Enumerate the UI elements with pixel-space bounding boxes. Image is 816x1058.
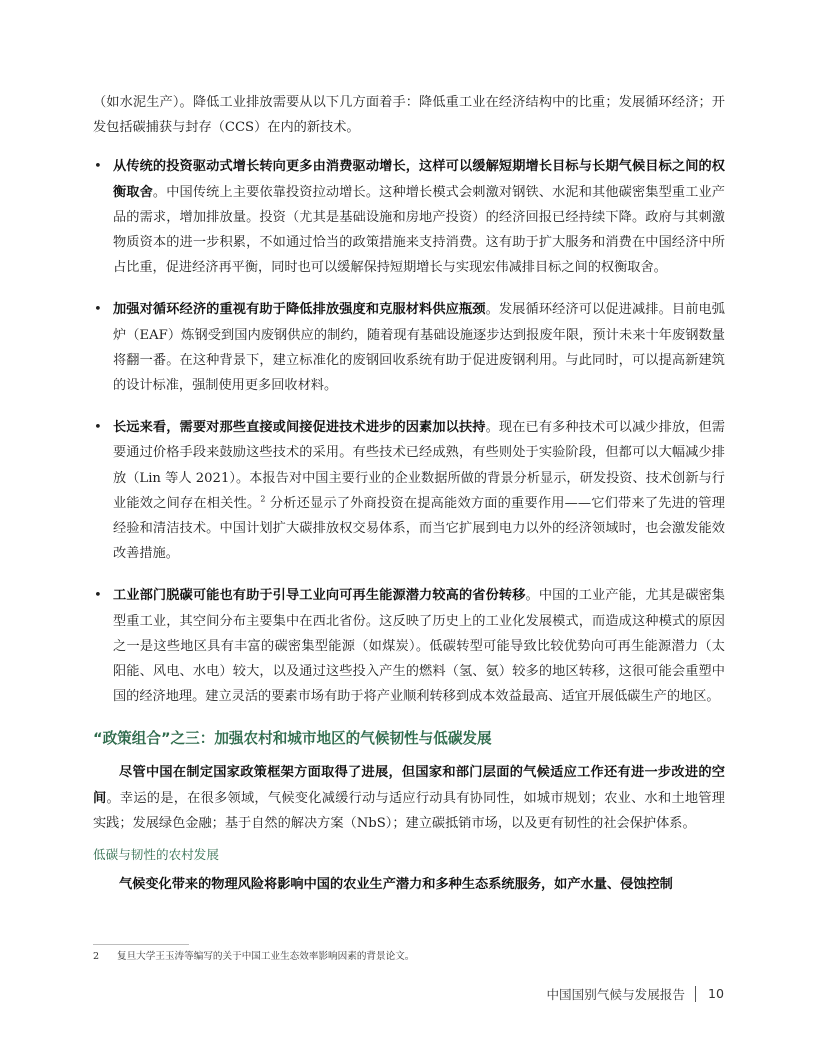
footnote-number: 2	[93, 951, 100, 962]
sub-paragraph	[93, 872, 725, 897]
bullet-lead: 从传统的投资驱动式增长转向更多由消费驱动增长，这样可以缓解短期增长目标与长期气候目标之间的权衡取舍	[113, 159, 725, 200]
bullet-lead: 长远来看，需要对那些直接或间接促进技术进步的因素加以扶持	[113, 420, 486, 436]
section-paragraph	[93, 760, 725, 836]
page-footer	[546, 984, 724, 1003]
footer-divider	[695, 986, 696, 1002]
footnote-marker: 2	[260, 494, 266, 504]
report-title: 中国国别气候与发展报告	[546, 987, 685, 1002]
bullet-icon: •	[94, 588, 102, 604]
bullet-icon: •	[94, 302, 102, 318]
bullet-item-relocation	[93, 583, 725, 709]
bullet-item-consumption	[93, 154, 725, 280]
subheading: 低碳与韧性的农村发展	[93, 847, 219, 863]
footnote	[93, 950, 725, 964]
footnote-divider	[93, 944, 189, 945]
bullet-list	[93, 154, 725, 709]
page-number: 10	[707, 986, 724, 1001]
bullet-text: 。现在已有多种技术可以减少排放，但需要通过价格手段来鼓励这些技术的采用。有些技术已经成熟，有些则处于实验阶段，但都可以大幅减少排放（Lin 等人 2021）。本报告对中国主要行业的企业数据所做的背景分析显示，研发投资、技术创新与行业能效之间存在相关性。	[113, 420, 725, 511]
bullet-text: 。发展循环经济可以促进减排。目前电弧炉（EAF）炼钢受到国内废钢供应的制约，随着现有基础设施逐步达到报废年限，预计未来十年废钢数量将翻一番。在这种背景下，建立标准化的废钢回收系统有助于促进废钢利用。与此同时，可以提高新建筑的设计标准，强制使用更多回收材料。	[113, 302, 725, 394]
bullet-icon: •	[94, 159, 102, 175]
section-paragraph-text: 。幸运的是，在很多领域，气候变化减缓行动与适应行动具有协同性，如城市规划；农业、水和土地管理实践；发展绿色金融；基于自然的解决方案（NbS）；建立碳抵销市场，以及更有韧性的社会保护体系。	[93, 790, 725, 831]
sub-paragraph-lead: 气候变化带来的物理风险将影响中国的农业生产潜力和多种生态系统服务，如产水量、侵蚀控制	[119, 877, 673, 893]
bullet-item-circular-economy	[93, 297, 725, 398]
bullet-text: 。中国的工业产能，尤其是碳密集型重工业，其空间分布主要集中在西北省份。这反映了历史上的工业化发展模式，而造成这种模式的原因之一是这些地区具有丰富的碳密集型能源（如煤炭）。低碳转型可能导致比较优势向可再生能源潜力（太阳能、风电、水电）较大，以及通过这些投入产生的燃料（氢、氨）较多的地区转移，这很可能会重塑中国的经济地理。建立灵活的要素市场有助于将产业顺利转移到成本效益最高、适宜开展低碳生产的地区。	[113, 588, 725, 705]
bullet-text: 。中国传统上主要依靠投资拉动增长。这种增长模式会刺激对钢铁、水泥和其他碳密集型重工业产品的需求，增加排放量。投资（尤其是基础设施和房地产投资）的经济回报已经持续下降。政府与其刺激物质资本的进一步积累，不如通过恰当的政策措施来支持消费。这有助于扩大服务和消费在中国经济中所占比重，促进经济再平衡，同时也可以缓解保持短期增长与实现宏伟减排目标之间的权衡取舍。	[113, 184, 725, 276]
bullet-lead: 工业部门脱碳可能也有助于引导工业向可再生能源潜力较高的省份转移	[113, 588, 526, 604]
bullet-item-technology	[93, 415, 725, 566]
section-paragraph-lead: 尽管中国在制定国家政策框架方面取得了进展，但国家和部门层面的气候适应工作还有进一步改进的空间	[93, 765, 725, 806]
page-content	[93, 90, 725, 897]
bullet-lead: 加强对循环经济的重视有助于降低排放强度和克服材料供应瓶颈	[113, 302, 486, 318]
bullet-icon: •	[94, 420, 102, 436]
section-heading: “政策组合”之三：加强农村和城市地区的气候韧性与低碳发展	[93, 730, 492, 748]
intro-paragraph: （如水泥生产）。降低工业排放需要从以下几方面着手：降低重工业在经济结构中的比重；发展循环经济；开发包括碳捕获与封存（CCS）在内的新技术。	[93, 95, 725, 136]
bullet-text-continued: 分析还显示了外商投资在提高能效方面的重要作用——它们带来了先进的管理经验和清洁技术。中国计划扩大碳排放权交易体系，而当它扩展到电力以外的经济领域时，也会激发能效改善措施。	[113, 495, 725, 562]
footnote-text: 复旦大学王玉涛等编写的关于中国工业生态效率影响因素的背景论文。	[117, 951, 415, 962]
